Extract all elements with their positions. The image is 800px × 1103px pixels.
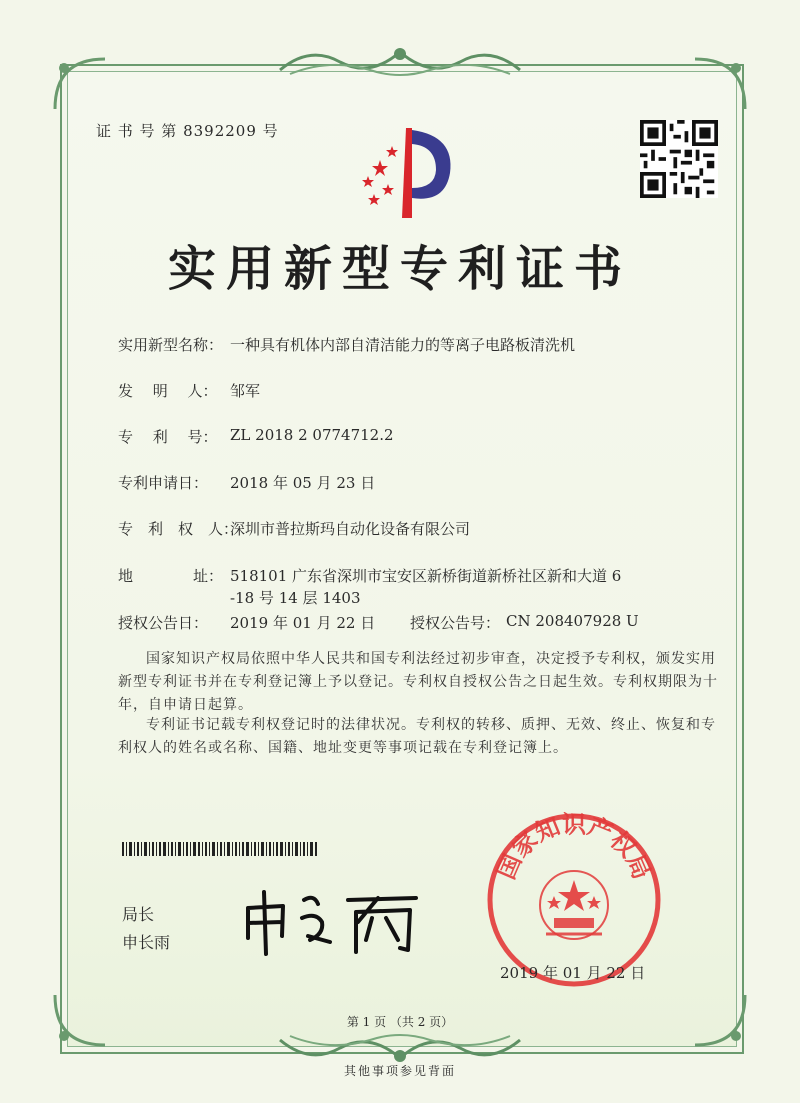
seal-text: 国家知识产权局 [492,810,656,884]
seal-date: 2019 年 01 月 22 日 [500,964,646,982]
field-label: 授权公告号： [410,614,501,632]
paragraph-grant-notice: 国家知识产权局依照中华人民共和国专利法经过初步审查，决定授予专利权，颁发实用新型专利证书并在专利登记簿上予以登记。专利权自授权公告之日起生效。专利权期限为十年，自申请日起算。 [118,651,718,713]
field-utility-model-name [118,334,575,355]
back-note: 其他事项参见背面 [343,1064,456,1078]
field-value: CN 208407928 U [506,612,639,630]
corner-ornament [50,54,110,114]
address-line-2: -18 号 14 层 1403 [230,589,361,607]
field-label: 专利申请日： [118,474,209,492]
page-number: 第 1 页 （共 2 页） [346,1015,454,1029]
field-label: 实用新型名称： [118,336,224,354]
field-value: ZL 2018 2 0774712.2 [230,426,394,444]
field-label: 专 利 权 人： [118,520,239,538]
field-grant-date [118,612,375,633]
field-address [118,565,621,586]
qr-code [640,120,718,198]
field-value: 深圳市普拉斯玛自动化设备有限公司 [230,520,471,538]
field-patentee [118,518,470,539]
field-label: 发 明 人： [118,382,218,400]
field-value: 一种具有机体内部自清洁能力的等离子电路板清洗机 [230,336,576,354]
certificate-title: 实用新型专利证书 [167,241,632,297]
director-title: 局长 [122,905,155,924]
field-label: 地 址： [118,567,224,585]
corner-ornament [690,54,750,114]
field-inventor [118,380,260,401]
field-label: 授权公告日： [118,614,209,632]
svg-text:国家知识产权局 [492,810,656,883]
top-ornament [270,40,530,80]
paragraph-legal-status: 专利证书记载专利权登记时的法律状况。专利权的转移、质押、无效、终止、恢复和专利权人的姓名或名称、国籍、地址变更等事项记载在专利登记簿上。 [118,717,716,756]
director-name: 申长雨 [122,933,171,952]
field-value: 518101 广东省深圳市宝安区新桥街道新桥社区新和大道 6 [230,567,622,585]
field-label: 专 利 号： [118,428,218,446]
field-value: 邹军 [230,382,261,400]
barcode [122,842,318,856]
director-signature [238,878,428,958]
certificate-number: 证 书 号 第 8392209 号 [96,122,279,140]
field-application-date [118,472,375,493]
field-value: 2018 年 05 月 23 日 [230,474,376,492]
field-grant-announcement-number [410,612,639,633]
field-value: 2019 年 01 月 22 日 [230,614,376,632]
field-patent-number [118,426,394,447]
patent-office-logo [350,118,460,228]
